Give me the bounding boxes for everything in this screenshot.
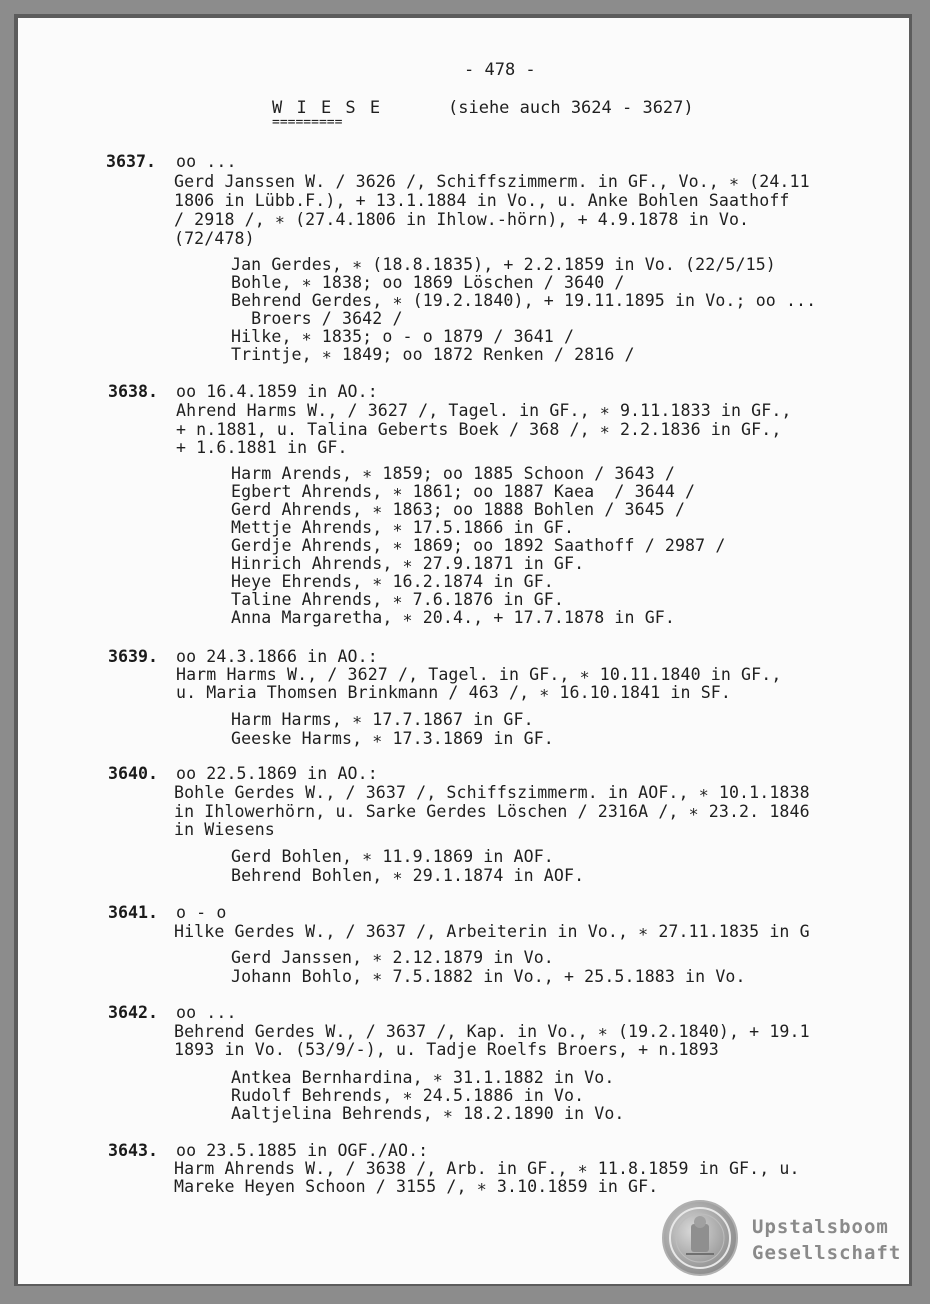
entry-line: oo 24.3.1866 in AO.: xyxy=(176,647,378,666)
entry-line: / 2918 /, ∗ (27.4.1806 in Ihlow.-hörn), + 4.9.1878 in Vo. xyxy=(174,210,750,229)
entry-line: u. Maria Thomsen Brinkmann / 463 /, ∗ 16.10.1841 in SF. xyxy=(176,683,731,702)
document-page xyxy=(18,18,909,1284)
entry-line: oo 22.5.1869 in AO.: xyxy=(176,764,378,783)
child-line: Aaltjelina Behrends, ∗ 18.2.1890 in Vo. xyxy=(231,1104,625,1123)
entry-line: oo ... xyxy=(176,1003,237,1022)
child-line: Mettje Ahrends, ∗ 17.5.1866 in GF. xyxy=(231,518,575,537)
entry-line: Mareke Heyen Schoon / 3155 /, ∗ 3.10.1859 in GF. xyxy=(174,1177,659,1196)
entry-line: Hilke Gerdes W., / 3637 /, Arbeiterin in Vo., ∗ 27.11.1835 in G xyxy=(174,922,810,941)
child-line: Hinrich Ahrends, ∗ 27.9.1871 in GF. xyxy=(231,554,585,573)
entry-line: + 1.6.1881 in GF. xyxy=(176,438,348,457)
child-line: Rudolf Behrends, ∗ 24.5.1886 in Vo. xyxy=(231,1086,585,1105)
entry-line: (72/478) xyxy=(174,229,255,248)
entry-line: + n.1881, u. Talina Geberts Boek / 368 /, ∗ 2.2.1836 in GF., xyxy=(176,420,782,439)
entry-number: 3638. xyxy=(108,382,158,401)
child-line: Johann Bohlo, ∗ 7.5.1882 in Vo., + 25.5.1883 in Vo. xyxy=(231,967,746,986)
entry-number: 3641. xyxy=(108,903,158,922)
see-also-note: (siehe auch 3624 - 3627) xyxy=(448,98,694,118)
child-line: Gerdje Ahrends, ∗ 1869; oo 1892 Saathoff / 2987 / xyxy=(231,536,726,555)
entry-line: in Ihlowerhörn, u. Sarke Gerdes Löschen / 2316A /, ∗ 23.2. 1846 xyxy=(174,802,810,821)
entry-number: 3640. xyxy=(108,764,158,783)
child-line: Egbert Ahrends, ∗ 1861; oo 1887 Kaea / 3644 / xyxy=(231,482,696,501)
child-line: Behrend Gerdes, ∗ (19.2.1840), + 19.11.1895 in Vo.; oo ... xyxy=(231,291,817,310)
entry-line: 1893 in Vo. (53/9/-), u. Tadje Roelfs Broers, + n.1893 xyxy=(174,1040,719,1059)
entry-line: 1806 in Lübb.F.), + 13.1.1884 in Vo., u. Anke Bohlen Saathoff xyxy=(174,191,790,210)
child-line: Heye Ehrends, ∗ 16.2.1874 in GF. xyxy=(231,572,554,591)
entry-line: oo 16.4.1859 in AO.: xyxy=(176,382,378,401)
child-line: Taline Ahrends, ∗ 7.6.1876 in GF. xyxy=(231,590,564,609)
child-line: Bohle, ∗ 1838; oo 1869 Löschen / 3640 / xyxy=(231,273,625,292)
child-line: Gerd Janssen, ∗ 2.12.1879 in Vo. xyxy=(231,948,554,967)
page-title: W I E S E xyxy=(272,98,383,118)
child-line: Anna Margaretha, ∗ 20.4., + 17.7.1878 in GF. xyxy=(231,608,675,627)
seal-icon xyxy=(662,1200,738,1276)
child-line: Jan Gerdes, ∗ (18.8.1835), + 2.2.1859 in Vo. (22/5/15) xyxy=(231,255,776,274)
seal-emblem-icon xyxy=(664,1202,736,1274)
entry-line: Bohle Gerdes W., / 3637 /, Schiffszimmerm. in AOF., ∗ 10.1.1838 xyxy=(174,783,810,802)
entry-line: in Wiesens xyxy=(174,820,275,839)
page-number: - 478 - xyxy=(464,60,536,80)
child-line: Trintje, ∗ 1849; oo 1872 Renken / 2816 / xyxy=(231,345,635,364)
child-line: Geeske Harms, ∗ 17.3.1869 in GF. xyxy=(231,729,554,748)
entry-line: Behrend Gerdes W., / 3637 /, Kap. in Vo., ∗ (19.2.1840), + 19.1 xyxy=(174,1022,810,1041)
child-line: Hilke, ∗ 1835; o - o 1879 / 3641 / xyxy=(231,327,575,346)
child-line: Gerd Bohlen, ∗ 11.9.1869 in AOF. xyxy=(231,847,554,866)
entry-number: 3643. xyxy=(108,1141,158,1160)
entry-number: 3639. xyxy=(108,647,158,666)
entry-number: 3642. xyxy=(108,1003,158,1022)
watermark-line-1: Upstalsboom xyxy=(752,1216,889,1238)
watermark-line-2: Gesellschaft xyxy=(752,1242,902,1264)
entry-line: oo 23.5.1885 in OGF./AO.: xyxy=(176,1141,429,1160)
title-underline: ========= xyxy=(272,115,343,130)
child-line: Behrend Bohlen, ∗ 29.1.1874 in AOF. xyxy=(231,866,585,885)
entry-line: Ahrend Harms W., / 3627 /, Tagel. in GF., ∗ 9.11.1833 in GF., xyxy=(176,401,792,420)
child-line: Harm Arends, ∗ 1859; oo 1885 Schoon / 3643 / xyxy=(231,464,675,483)
entry-line: Gerd Janssen W. / 3626 /, Schiffszimmerm. in GF., Vo., ∗ (24.11 xyxy=(174,172,810,191)
child-line: Antkea Bernhardina, ∗ 31.1.1882 in Vo. xyxy=(231,1068,615,1087)
entry-line: Harm Ahrends W., / 3638 /, Arb. in GF., ∗ 11.8.1859 in GF., u. xyxy=(174,1159,800,1178)
entry-line: o - o xyxy=(176,903,227,922)
entry-number: 3637. xyxy=(106,152,156,171)
child-line: Broers / 3642 / xyxy=(231,309,403,328)
child-line: Gerd Ahrends, ∗ 1863; oo 1888 Bohlen / 3645 / xyxy=(231,500,686,519)
entry-line: Harm Harms W., / 3627 /, Tagel. in GF., ∗ 10.11.1840 in GF., xyxy=(176,665,782,684)
child-line: Harm Harms, ∗ 17.7.1867 in GF. xyxy=(231,710,534,729)
entry-line: oo ... xyxy=(176,152,237,171)
